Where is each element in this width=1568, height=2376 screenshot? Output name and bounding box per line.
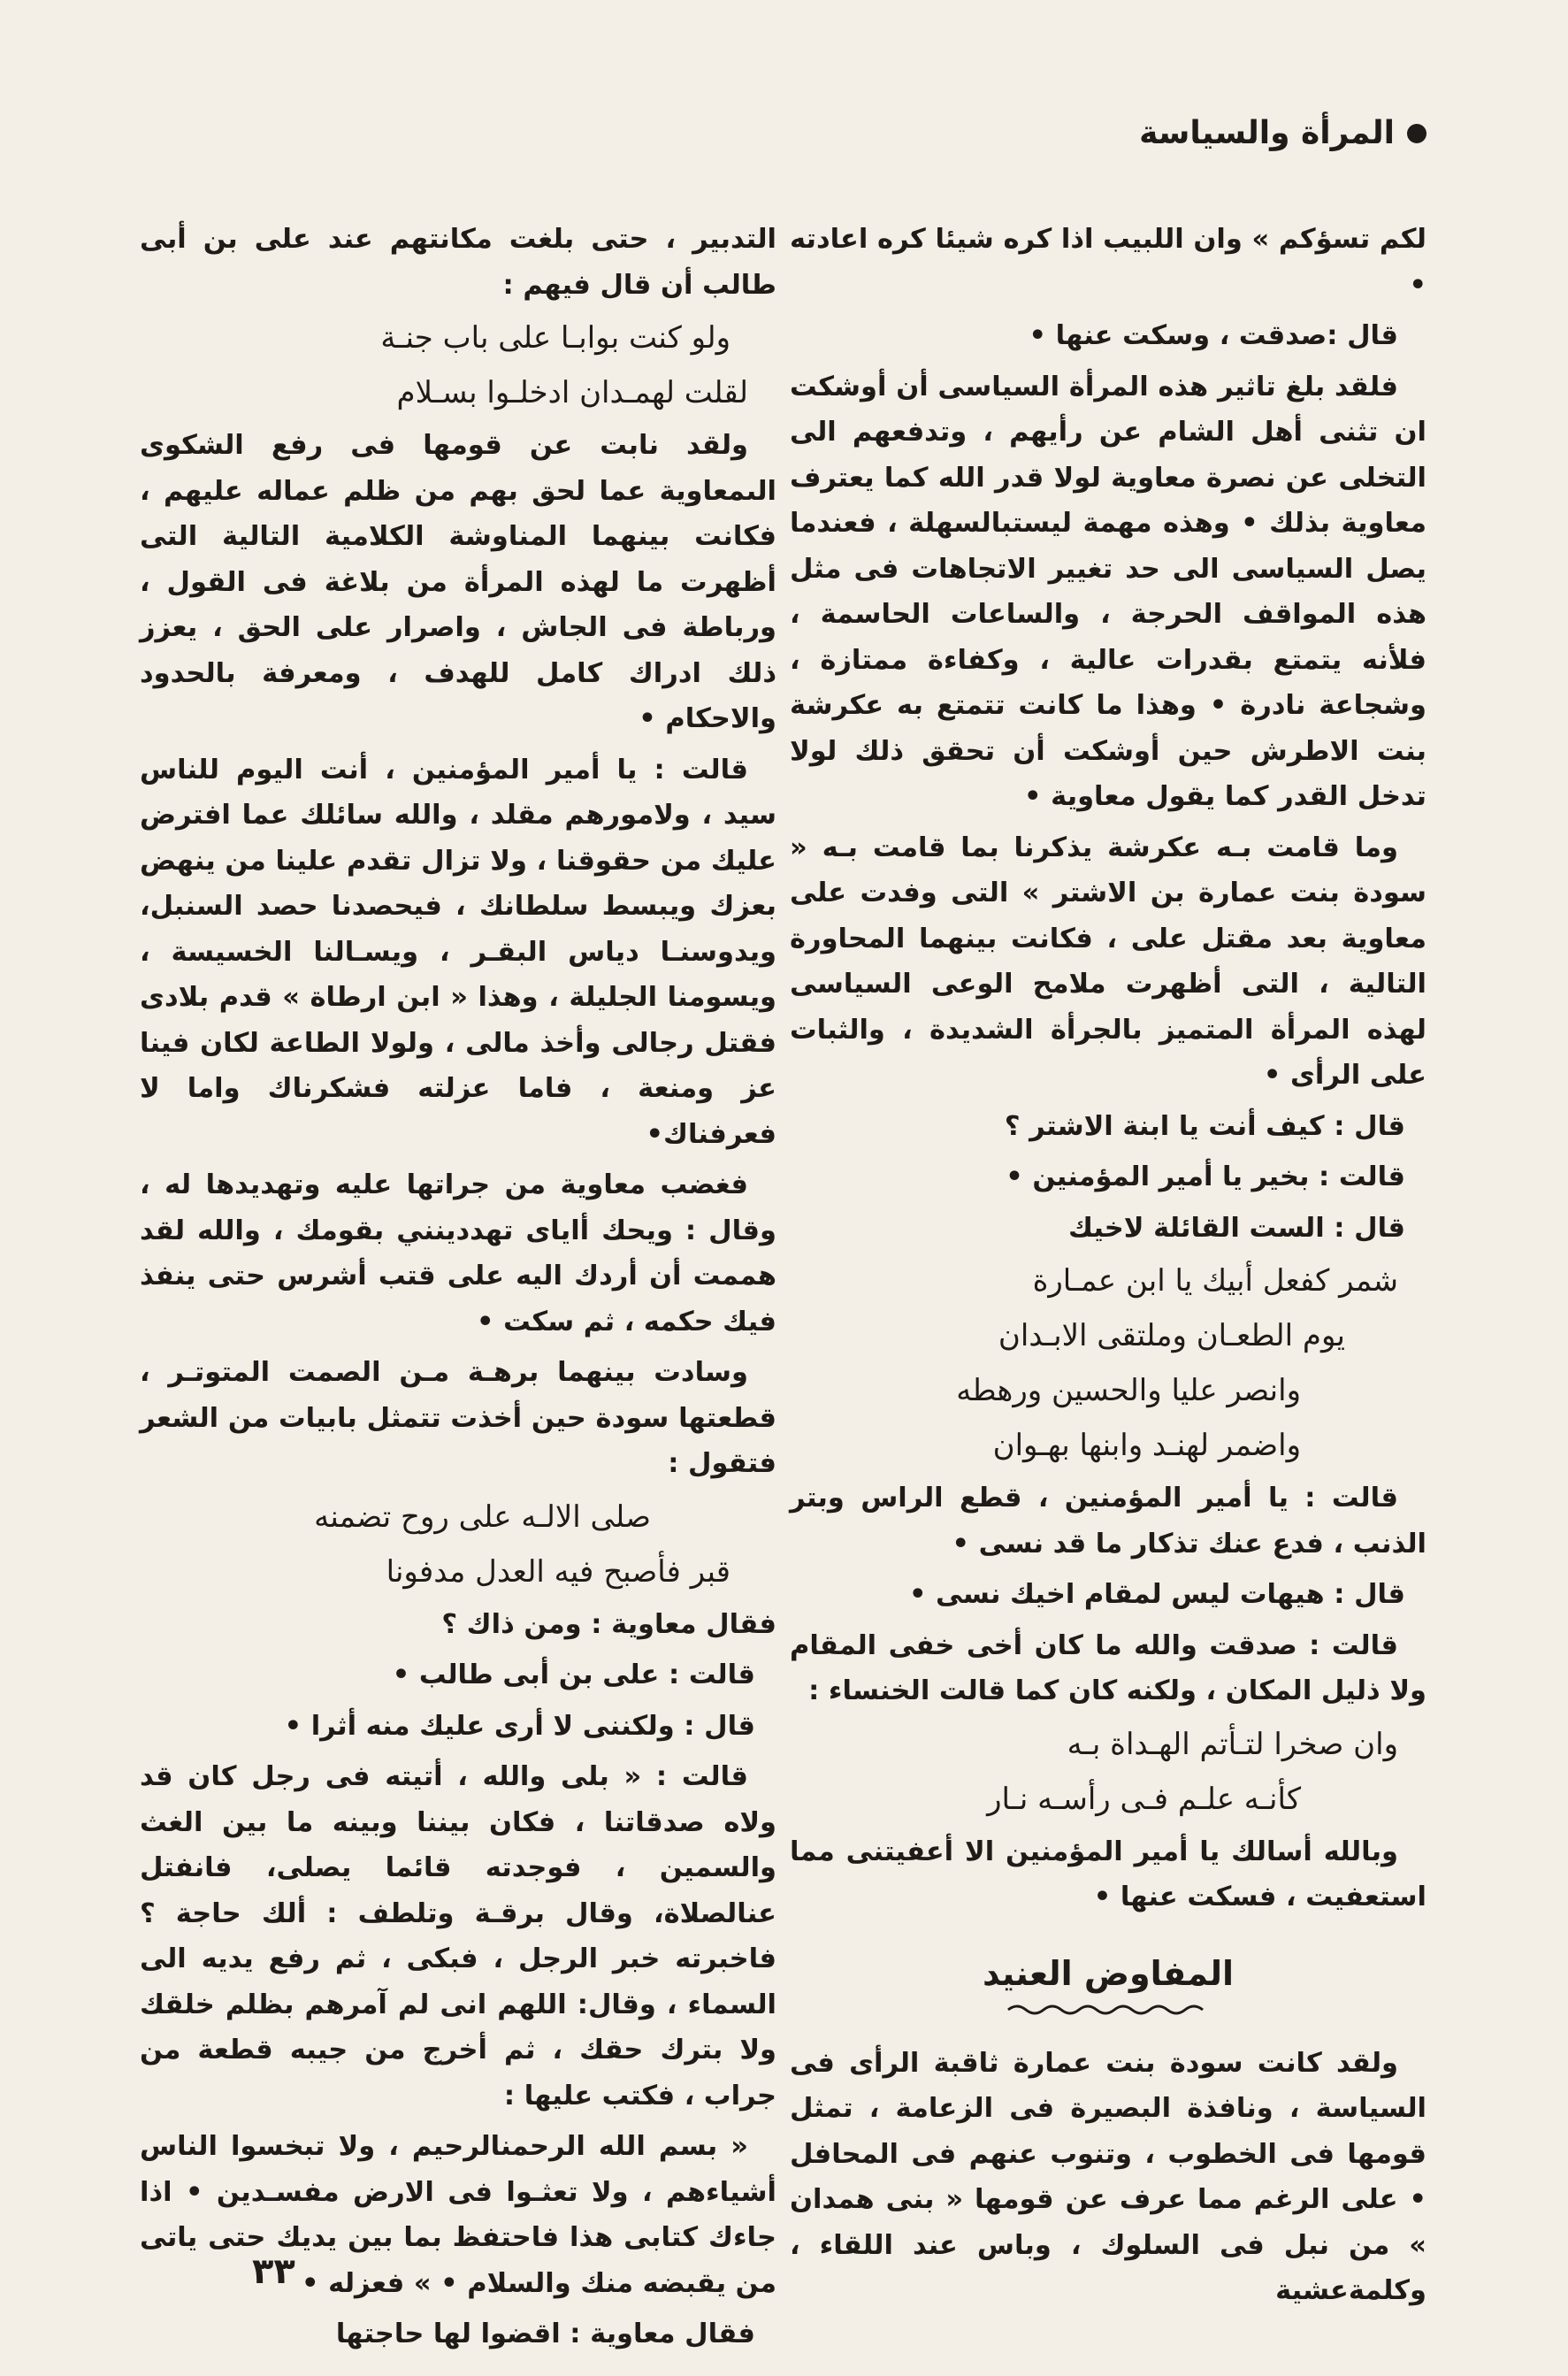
paragraph: « بسم الله الرحمنالرحيم ، ولا تبخسوا الناس أشياءهم ، ولا تعثـوا فى الارض مفسـدين • اذا جاءك كتابى هذا فاحتفظ بما بين يديك حتى ياتى من يقبضه منك والسلام • » فعزله • [140, 2131, 776, 2299]
poem-verse: قبر فأصبح فيه العدل مدفونا [386, 1553, 730, 1590]
paragraph: فلقد بلغ تاثير هذه المرأة السياسى أن أوشكت ان تثنى أهل الشام عن رأيهم ، وتدفعهم الى التخلى عن نصرة معاوية لولا قدر الله كما يعترف معاوية بذلك • وهذه مهمة ليستبالسهلة ، فعندما يصل السياسى الى حد تغيير الاتجاهات فى مثل هذه المواقف الحرجة ، والساعات الحاسمة ، فلأنه يتمتع بقدرات عالية ، وكفاءة ممتازة ، وشجاعة نادرة • وهذا ما كانت تتمتع به عكرشة بنت الاطرش حين أوشكت أن تحقق ذلك لولا تدخل القدر كما يقول معاوية • [790, 371, 1426, 812]
paragraph: وسادت بينهما برهـة مـن الصمت المتوتـر ، قطعتها سودة حين أخذت تتمثل بابيات من الشعر فتقول : [140, 1357, 776, 1479]
paragraph: ولقد نابت عن قومها فى رفع الشكوى الىمعاوية عما لحق بهم من ظلم عماله عليهم ، فكانت بينهما المناوشة الكلامية التالية التى أظهرت ما لهذه المرأة من بلاغة فى القول ، ورباطة فى الجاش ، واصرار على الحق ، يعزز ذلك ادراك كامل للهدف ، ومعرفة بالحدود والاحكام • [140, 430, 776, 734]
poem-verse: يوم الطعـان وملتقى الابـدان [998, 1318, 1345, 1353]
poem-verse: صلى الالـه على روح تضمنه [314, 1498, 651, 1535]
dialogue-line: قال : ولكننى لا أرى عليك منه أثرا • [284, 1710, 755, 1742]
paragraph: التدبير ، حتى بلغت مكانتهم عند على بن أبى طالب أن قال فيهم : [140, 224, 776, 301]
paragraph: قالت : « بلى والله ، أتيته فى رجل كان قد ولاه صدقاتنا ، فكان بيننا وبينه ما بين الغث والسمين ، فوجدته قائما يصلى، فانفتل عنالصلاة، وقال برقـة وتلطف : ألك حاجة ؟ فاخبرته خبر الرجل ، فبكى ، ثم رفع يديه الى السماء ، وقال: اللهم انى لم آمرهم بظلم خلقك ولا بترك حقك ، ثم أخرج من جيبه قطعة من جراب ، فكتب عليها : [140, 1761, 776, 2112]
paragraph: لكم تسؤكم » وان اللبيب اذا كره شيئا كره اعادته • [790, 224, 1426, 301]
dialogue-line: قالت : بخير يا أمير المؤمنين • [1006, 1161, 1405, 1192]
poem-verse: ولو كنت بوابـا على باب جنـة [380, 320, 730, 356]
poem-verse: كأنـه علـم فـى رأسـه نـار [987, 1781, 1301, 1817]
poem-verse: شمر كفعل أبيك يا ابن عمـارة [1032, 1263, 1398, 1299]
dialogue-line: قال : هيهات ليس لمقام اخيك نسى • [908, 1579, 1405, 1610]
dialogue-line: فقال معاوية : اقضوا لها حاجتها [335, 2319, 755, 2349]
page-number: ٣٣ [252, 2251, 295, 2292]
poem-verse: وانصر عليا والحسين ورهطه [956, 1373, 1301, 1408]
paragraph: قالت : يا أمير المؤمنين ، قطع الراس وبتر الذنب ، فدع عنك تذكار ما قد نسى • [790, 1483, 1426, 1560]
dialogue-line: قال : كيف أنت يا ابنة الاشتر ؟ [1004, 1110, 1405, 1142]
poem-verse: واضمر لهنـد وابنها بهـوان [992, 1428, 1301, 1463]
running-header [1139, 115, 1426, 151]
paragraph: قالت : صدقت والله ما كان أخى خفى المقام ولا ذليل المكان ، ولكنه كان كما قالت الخنساء : [790, 1629, 1426, 1706]
bullet-icon [1407, 124, 1426, 143]
dialogue-line: قال : الست القائلة لاخيك [1067, 1212, 1405, 1244]
right-column [790, 217, 1426, 2319]
left-column [140, 217, 776, 2363]
dialogue-line: فقال معاوية : ومن ذاك ؟ [441, 1608, 776, 1640]
paragraph: قال :صدقت ، وسكت عنها • [1029, 320, 1398, 351]
section-subheading: المفاوض العنيد [982, 1953, 1235, 1993]
paragraph: وبالله أسالك يا أمير المؤمنين الا أعفيتنى مما استعفيت ، فسكت عنها • [790, 1836, 1426, 1912]
paragraph: ولقد كانت سودة بنت عمارة ثاقبة الرأى فى السياسة ، ونافذة البصيرة فى الزعامة ، تمثل قومها فى الخطوب ، وتنوب عنهم فى المحافل • على الرغم مما عرف عن قومها « بنى همدان » من نبل فى السلوك ، وباس عند اللقاء ، وكلمةعشية [790, 2047, 1426, 2306]
paragraph: قالت : يا أمير المؤمنين ، أنت اليوم للناس سيد ، ولامورهم مقلد ، والله سائلك عما افترض عليك من حقوقنا ، ولا تزال تقدم علينا من ينهض بعزك ويبسط سلطانك ، فيحصدنا حصد السنبل، ويدوسنـا دياس البقـر ، ويسـالنا الخسيسة ، ويسومنا الجليلة ، وهذا « ابن ارطاة » قدم بلادى فقتل رجالى وأخذ مالى ، ولولا الطاعة لكان فينا عز ومنعة ، فاما عزلته فشكرناك واما لا فعرفناك• [140, 754, 776, 1150]
poem-verse: لقلت لهمـدان ادخلـوا بسـلام [396, 375, 748, 410]
header-title: المرأة والسياسة [1139, 115, 1395, 151]
poem-verse: وان صخرا لتـأتم الهـداة بـه [1067, 1726, 1398, 1762]
paragraph: فغضب معاوية من جراتها عليه وتهديدها له ، وقال : ويحك أاياى تهددينني بقومك ، والله لقد هممت أن أردك اليه على قتب أشرس حتى ينفذ فيك حكمه ، ثم سكت • [140, 1169, 776, 1337]
dialogue-line: قالت : على بن أبى طالب • [392, 1659, 755, 1690]
paragraph: وما قامت بـه عكرشة يذكرنا بما قامت بـه « سودة بنت عمارة بن الاشتر » التى وفدت على معاوية بعد مقتل على ، فكانت بينهما المحاورة التالية ، التى أظهرت ملامح الوعى السياسى لهذه المرأة المتميز بالجرأة الشديدة ، والثبات على الرأى • [790, 832, 1426, 1091]
squiggle-underline-icon [1006, 2002, 1210, 2018]
